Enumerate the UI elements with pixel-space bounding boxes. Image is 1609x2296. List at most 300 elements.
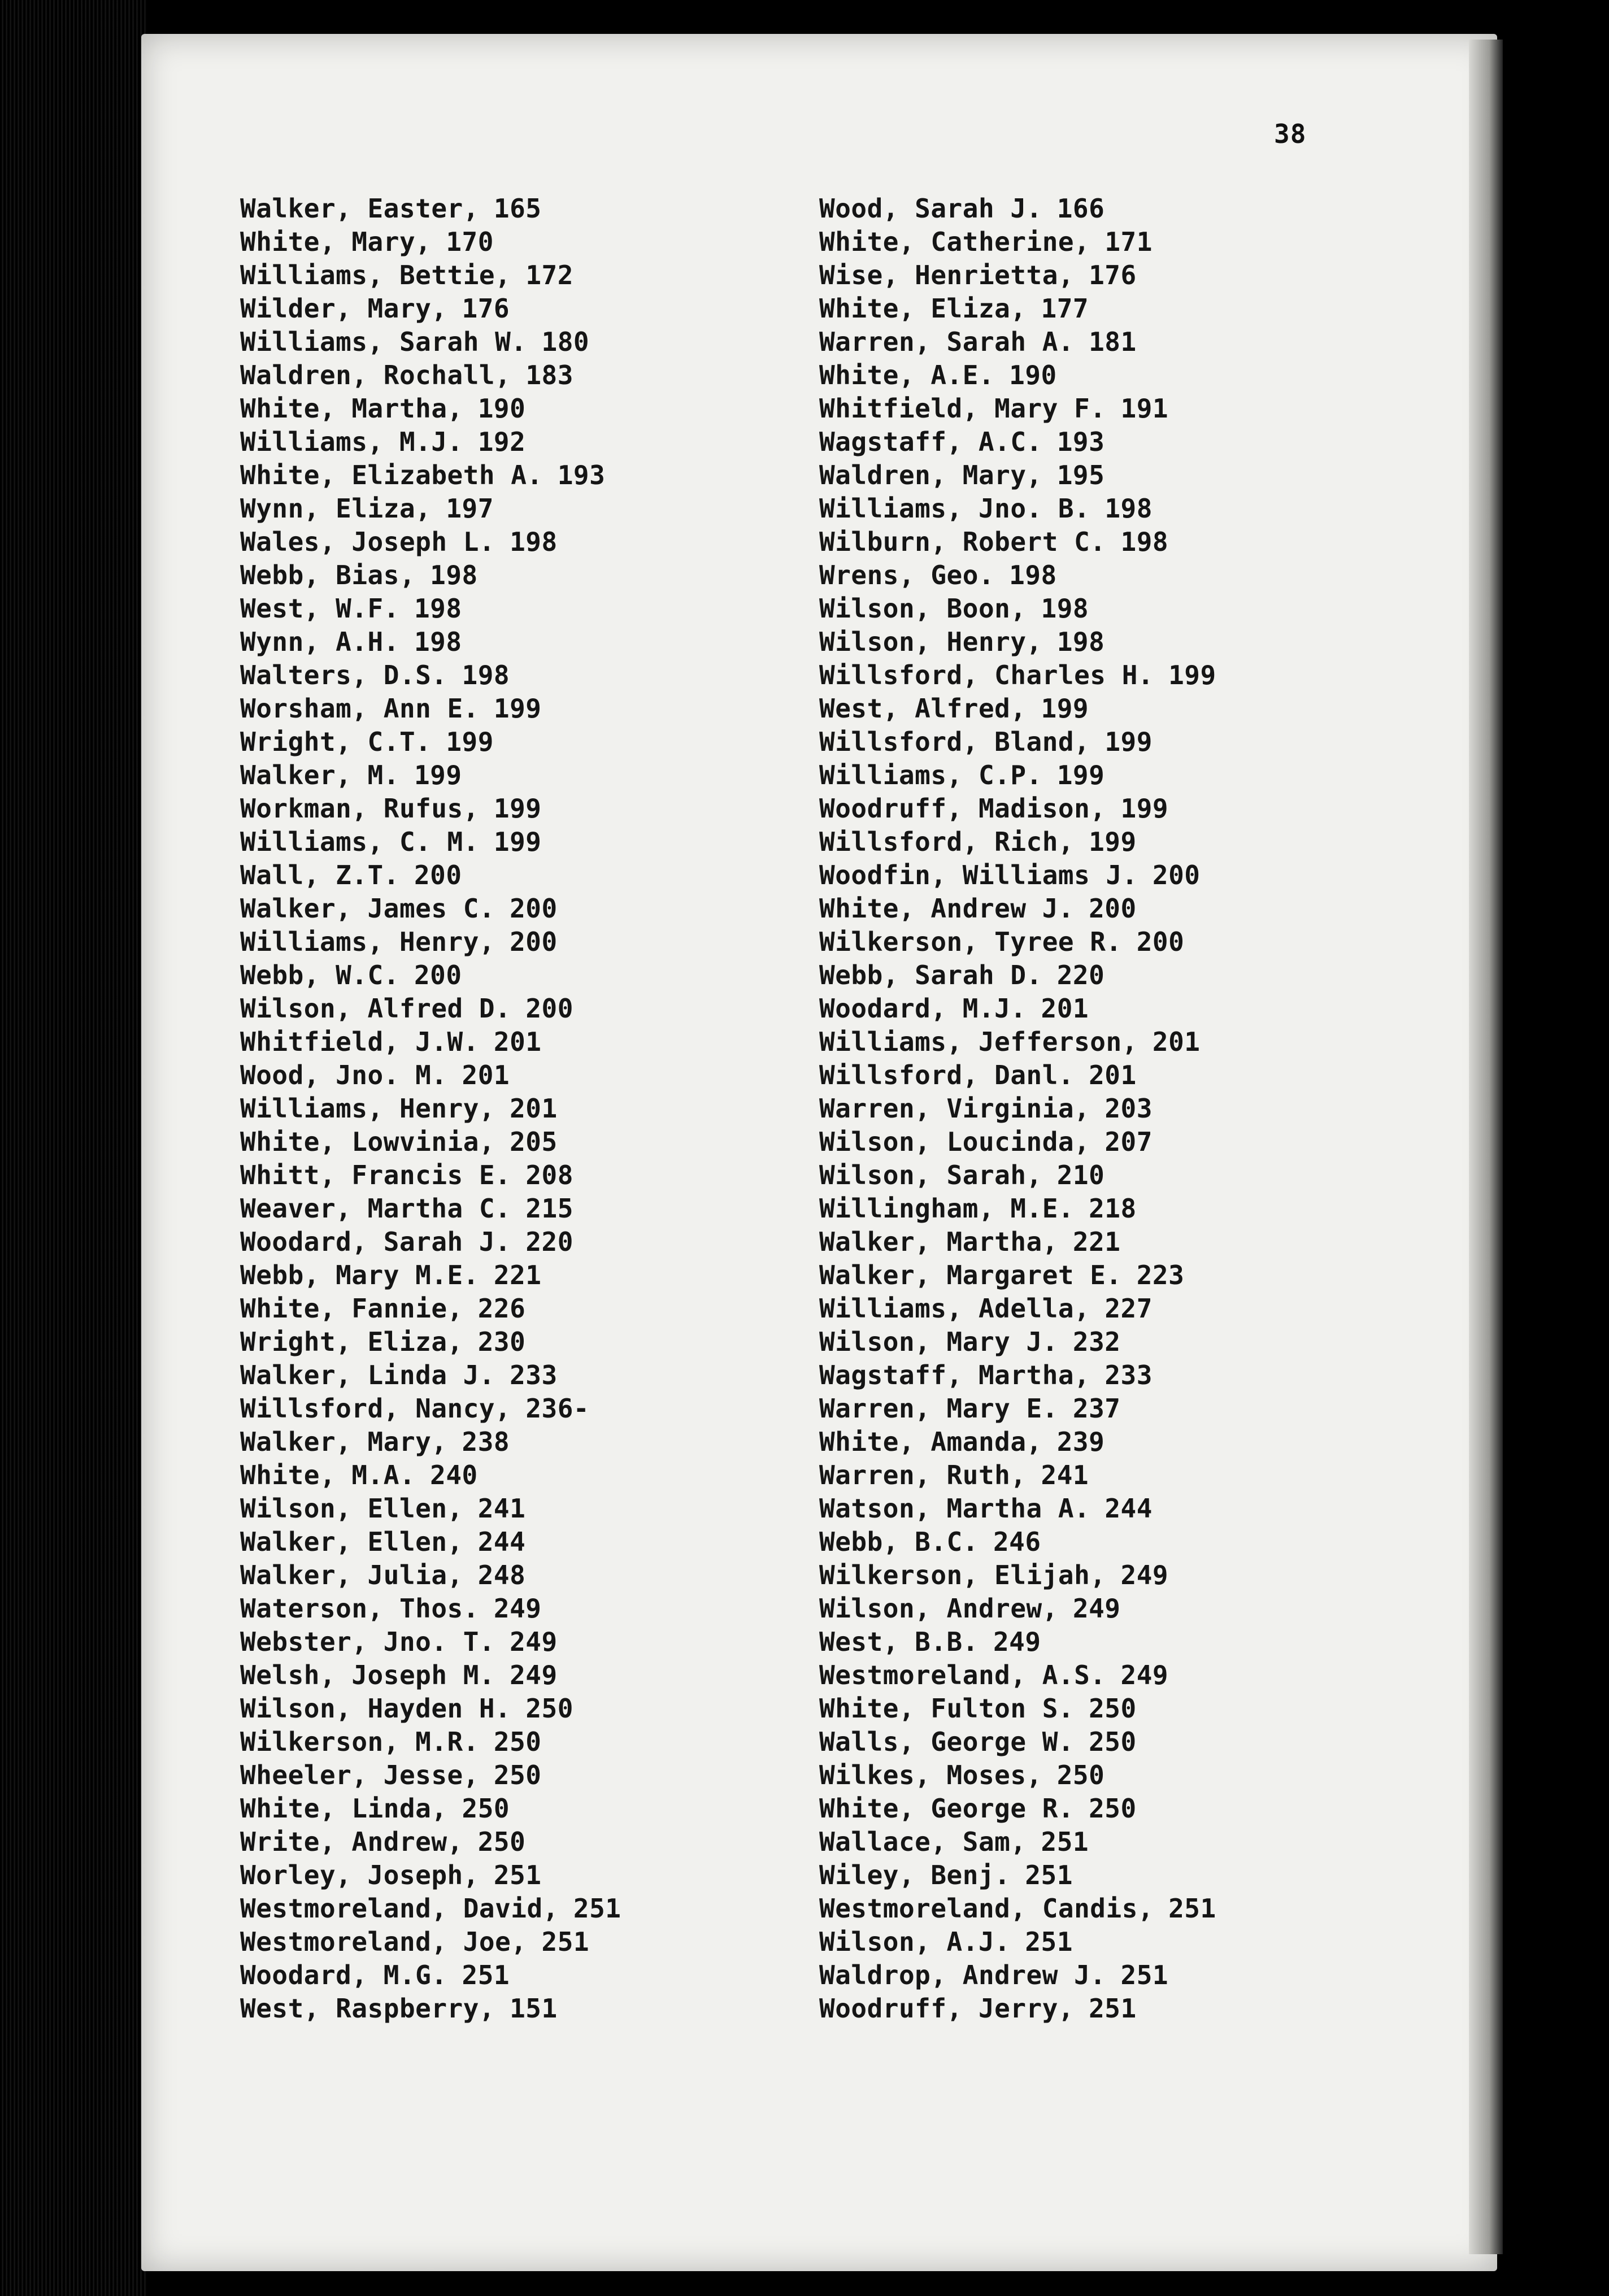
entry-page-number: 197	[446, 493, 494, 524]
entry-page-number: 180	[541, 327, 590, 357]
entry-name: Wise, Henrietta,	[819, 260, 1075, 290]
entry-name: Wood, Jno. M.	[240, 1060, 447, 1090]
index-entry	[819, 759, 1216, 792]
entry-name: White, Amanda,	[819, 1427, 1042, 1457]
entry-name: Wright, C.T.	[240, 727, 432, 757]
entry-page-number: 199	[1056, 760, 1105, 790]
scan-right-margin	[1507, 0, 1609, 2296]
entry-page-number: 199	[414, 760, 462, 790]
entry-page-number: 198	[1041, 593, 1089, 624]
entry-name: Williams, Sarah W.	[240, 327, 527, 357]
entry-name: Williams, Adella,	[819, 1293, 1090, 1324]
entry-page-number: 199	[493, 827, 542, 857]
entry-name: Williams, Henry,	[240, 927, 495, 957]
index-entry	[240, 1025, 621, 1059]
entry-page-number: 249	[993, 1627, 1041, 1657]
index-entry	[240, 1492, 621, 1525]
entry-page-number: 223	[1136, 1260, 1185, 1290]
index-entry	[819, 792, 1216, 825]
entry-name: Whitfield, J.W.	[240, 1027, 479, 1057]
entry-page-number: 191	[1120, 393, 1169, 424]
index-entry	[819, 725, 1216, 759]
entry-name: Wilkerson, Tyree R.	[819, 927, 1122, 957]
entry-name: Walker, Mary,	[240, 1427, 447, 1457]
entry-name: Wood, Sarah J.	[819, 193, 1042, 224]
entry-name: Workman, Rufus,	[240, 793, 479, 824]
entry-page-number: 238	[462, 1427, 510, 1457]
index-entry	[240, 1725, 621, 1759]
entry-page-number: 250	[493, 1727, 542, 1757]
index-entry	[819, 1559, 1216, 1592]
index-entry	[819, 492, 1216, 525]
entry-name: Whitt, Francis E.	[240, 1160, 511, 1190]
entry-name: Westmoreland, Joe,	[240, 1927, 527, 1957]
index-entry	[819, 1792, 1216, 1825]
index-entry	[819, 1992, 1216, 2025]
entry-page-number: 193	[557, 460, 606, 490]
entry-page-number: 226	[477, 1293, 526, 1324]
index-entry	[240, 659, 621, 692]
index-entry	[819, 1325, 1216, 1359]
index-entry	[819, 559, 1216, 592]
entry-page-number: 166	[1056, 193, 1105, 224]
entry-name: Wilkerson, M.R.	[240, 1727, 479, 1757]
index-entry	[819, 992, 1216, 1025]
entry-name: Wilson, Andrew,	[819, 1593, 1058, 1624]
index-entry	[819, 1459, 1216, 1492]
entry-name: Worsham, Ann E.	[240, 693, 479, 724]
entry-name: White, Andrew J.	[819, 893, 1075, 924]
entry-name: Warren, Mary E.	[819, 1393, 1058, 1424]
index-entry	[240, 1892, 621, 1925]
index-entry	[240, 1825, 621, 1859]
entry-page-number: 190	[477, 393, 526, 424]
entry-page-number: 201	[1089, 1060, 1137, 1090]
index-entry	[819, 859, 1216, 892]
entry-name: Walker, Julia,	[240, 1560, 463, 1590]
index-entry	[240, 259, 621, 292]
index-entry	[819, 1825, 1216, 1859]
entry-name: Walls, George W.	[819, 1727, 1075, 1757]
index-entry	[240, 325, 621, 359]
entry-page-number: 193	[1056, 427, 1105, 457]
entry-page-number: 177	[1041, 293, 1089, 324]
index-entry	[819, 625, 1216, 659]
entry-page-number: 251	[1168, 1893, 1216, 1924]
entry-page-number: 250	[1089, 1793, 1137, 1824]
entry-name: White, Lowvinia,	[240, 1127, 495, 1157]
entry-name: Woodfin, Williams J.	[819, 860, 1138, 890]
entry-name: Webb, W.C.	[240, 960, 399, 990]
index-entry	[240, 1359, 621, 1392]
entry-page-number: 171	[1104, 227, 1153, 257]
entry-page-number: 248	[477, 1560, 526, 1590]
index-entry	[240, 892, 621, 925]
entry-name: Williams, Henry,	[240, 1093, 495, 1124]
index-entry	[819, 392, 1216, 425]
index-entry	[819, 425, 1216, 459]
entry-page-number: 183	[525, 360, 573, 390]
entry-page-number: 221	[1072, 1227, 1121, 1257]
entry-page-number: 241	[1041, 1460, 1089, 1490]
entry-name: Woodard, M.J.	[819, 993, 1027, 1024]
entry-name: Wilson, Sarah,	[819, 1160, 1042, 1190]
index-entry	[240, 759, 621, 792]
entry-name: Warren, Ruth,	[819, 1460, 1027, 1490]
index-entry	[240, 559, 621, 592]
index-entry	[819, 692, 1216, 725]
entry-page-number: 230	[477, 1327, 526, 1357]
entry-page-number: 250	[1089, 1727, 1137, 1757]
index-entry	[240, 725, 621, 759]
entry-page-number: 199	[1089, 827, 1137, 857]
entry-name: Wright, Eliza,	[240, 1327, 463, 1357]
entry-name: Webster, Jno. T.	[240, 1627, 495, 1657]
entry-name: Wheeler, Jesse,	[240, 1760, 479, 1790]
entry-name: Willsford, Bland,	[819, 727, 1090, 757]
entry-page-number: 246	[993, 1527, 1041, 1557]
entry-page-number: 249	[493, 1593, 542, 1624]
index-entry	[819, 225, 1216, 259]
entry-name: Webb, Bias,	[240, 560, 416, 590]
entry-name: Wall, Z.T.	[240, 860, 399, 890]
index-entry	[819, 1192, 1216, 1225]
entry-name: Willingham, M.E.	[819, 1193, 1075, 1224]
index-entry	[819, 259, 1216, 292]
index-entry	[819, 1525, 1216, 1559]
index-entry	[240, 1192, 621, 1225]
index-entry	[240, 1659, 621, 1692]
entry-page-number: 227	[1104, 1293, 1153, 1324]
entry-page-number: 200	[1136, 927, 1185, 957]
entry-page-number: 220	[1056, 960, 1105, 990]
entry-name: Wilson, Hayden H.	[240, 1693, 511, 1724]
entry-page-number: 220	[525, 1227, 573, 1257]
entry-page-number: 241	[477, 1493, 526, 1524]
entry-name: White, Mary,	[240, 227, 432, 257]
entry-page-number: 170	[446, 227, 494, 257]
entry-page-number: 239	[1056, 1427, 1105, 1457]
entry-name: Woodard, Sarah J.	[240, 1227, 511, 1257]
entry-page-number: 198	[414, 627, 462, 657]
index-entry	[819, 925, 1216, 959]
index-entry	[240, 1692, 621, 1725]
entry-name: West, Raspberry,	[240, 1993, 495, 2024]
entry-name: Wrens, Geo.	[819, 560, 995, 590]
entry-name: Weaver, Martha C.	[240, 1193, 511, 1224]
index-entry	[240, 959, 621, 992]
entry-name: White, Elizabeth A.	[240, 460, 543, 490]
entry-name: Willsford, Charles H.	[819, 660, 1154, 690]
entry-page-number: 190	[1009, 360, 1057, 390]
left-name-column	[240, 192, 621, 2025]
entry-page-number: 218	[1089, 1193, 1137, 1224]
index-entry	[819, 1725, 1216, 1759]
index-entry	[819, 1592, 1216, 1625]
entry-page-number: 250	[477, 1827, 526, 1857]
index-entry	[819, 1292, 1216, 1325]
entry-page-number: 201	[1041, 993, 1089, 1024]
index-entry	[819, 825, 1216, 859]
index-entry	[819, 1225, 1216, 1259]
entry-page-number: 201	[493, 1027, 542, 1057]
index-entry	[819, 325, 1216, 359]
index-entry	[240, 1459, 621, 1492]
index-entry	[819, 1059, 1216, 1092]
entry-name: Wilson, Mary J.	[819, 1327, 1058, 1357]
entry-name: Williams, C. M.	[240, 827, 479, 857]
entry-page-number: 199	[1168, 660, 1216, 690]
entry-page-number: 221	[493, 1260, 542, 1290]
index-entry	[819, 1859, 1216, 1892]
index-entry	[819, 959, 1216, 992]
index-entry	[819, 525, 1216, 559]
page-fold-edge	[1469, 40, 1503, 2254]
index-entry	[240, 1925, 621, 1959]
entry-name: Wilkerson, Elijah,	[819, 1560, 1106, 1590]
entry-name: Whitfield, Mary F.	[819, 393, 1106, 424]
entry-name: White, Catherine,	[819, 227, 1090, 257]
entry-name: Walker, Margaret E.	[819, 1260, 1122, 1290]
entry-page-number: 250	[525, 1693, 573, 1724]
index-entry	[240, 859, 621, 892]
index-entry	[240, 192, 621, 225]
entry-page-number: 215	[525, 1193, 573, 1224]
entry-name: Wilburn, Robert C.	[819, 527, 1106, 557]
entry-page-number: 251	[493, 1860, 542, 1890]
entry-name: White, Fulton S.	[819, 1693, 1075, 1724]
entry-page-number: 250	[1089, 1693, 1137, 1724]
entry-name: Watson, Martha A.	[819, 1493, 1090, 1524]
entry-name: Waldren, Rochall,	[240, 360, 511, 390]
index-entry	[819, 1159, 1216, 1192]
entry-name: Williams, C.P.	[819, 760, 1042, 790]
entry-name: White, Martha,	[240, 393, 463, 424]
entry-page-number: 200	[1152, 860, 1201, 890]
entry-name: Wilson, Loucinda,	[819, 1127, 1090, 1157]
entry-name: Wagstaff, Martha,	[819, 1360, 1090, 1390]
index-entry	[240, 1292, 621, 1325]
entry-name: Webb, B.C.	[819, 1527, 979, 1557]
page-number: 38	[1274, 119, 1307, 149]
entry-name: Wilkes, Moses,	[819, 1760, 1042, 1790]
index-entry	[240, 1092, 621, 1125]
entry-page-number: 203	[1104, 1093, 1153, 1124]
entry-name: White, Linda,	[240, 1793, 447, 1824]
entry-name: White, George R.	[819, 1793, 1075, 1824]
entry-page-number: 200	[1089, 893, 1137, 924]
entry-name: Wilson, Alfred D.	[240, 993, 511, 1024]
index-entry	[240, 459, 621, 492]
entry-name: Westmoreland, A.S.	[819, 1660, 1106, 1690]
index-entry	[819, 359, 1216, 392]
entry-page-number: 172	[525, 260, 573, 290]
entry-page-number: 201	[510, 1093, 558, 1124]
index-entry	[240, 292, 621, 325]
index-entry	[240, 1559, 621, 1592]
entry-name: Walker, Linda J.	[240, 1360, 495, 1390]
entry-page-number: 201	[1152, 1027, 1201, 1057]
entry-name: Wales, Joseph L.	[240, 527, 495, 557]
entry-page-number: 251	[1041, 1827, 1089, 1857]
entry-page-number: 199	[1041, 693, 1089, 724]
entry-page-number: 198	[1120, 527, 1169, 557]
index-entry	[819, 1125, 1216, 1159]
entry-name: Wilder, Mary,	[240, 293, 447, 324]
entry-page-number: 176	[462, 293, 510, 324]
entry-page-number: 199	[493, 693, 542, 724]
entry-name: Waldren, Mary,	[819, 460, 1042, 490]
entry-name: Woodruff, Madison,	[819, 793, 1106, 824]
entry-page-number: 249	[1120, 1560, 1169, 1590]
index-entry	[819, 659, 1216, 692]
index-entry	[819, 1359, 1216, 1392]
entry-name: Waldrop, Andrew J.	[819, 1960, 1106, 1990]
entry-page-number: 244	[1104, 1493, 1153, 1524]
index-entry	[819, 1959, 1216, 1992]
index-entry	[819, 1692, 1216, 1725]
entry-page-number: 198	[414, 593, 462, 624]
entry-name: Walker, Easter,	[240, 193, 479, 224]
entry-page-number: 249	[510, 1627, 558, 1657]
entry-page-number: 251	[541, 1927, 590, 1957]
entry-page-number: 249	[510, 1660, 558, 1690]
entry-page-number: 251	[1025, 1860, 1073, 1890]
entry-page-number: 233	[1104, 1360, 1153, 1390]
entry-name: Welsh, Joseph M.	[240, 1660, 495, 1690]
index-entry	[240, 825, 621, 859]
entry-page-number: 251	[1120, 1960, 1169, 1990]
entry-page-number: 176	[1089, 260, 1137, 290]
entry-name: Write, Andrew,	[240, 1827, 463, 1857]
entry-page-number: 151	[510, 1993, 558, 2024]
index-entry	[240, 525, 621, 559]
entry-page-number: 244	[477, 1527, 526, 1557]
index-entry	[819, 1259, 1216, 1292]
entry-name: Walker, Ellen,	[240, 1527, 463, 1557]
index-entry	[240, 1259, 621, 1292]
entry-page-number: 198	[510, 527, 558, 557]
entry-page-number: 198	[430, 560, 478, 590]
index-entry	[240, 392, 621, 425]
entry-page-number: 232	[1072, 1327, 1121, 1357]
index-entry	[240, 1159, 621, 1192]
entry-page-number: 208	[525, 1160, 573, 1190]
index-entry	[240, 1059, 621, 1092]
entry-name: White, Fannie,	[240, 1293, 463, 1324]
index-entry	[819, 1492, 1216, 1525]
index-entry	[240, 1125, 621, 1159]
entry-name: Williams, M.J.	[240, 427, 463, 457]
entry-page-number: 200	[414, 960, 462, 990]
entry-name: West, W.F.	[240, 593, 399, 624]
entry-page-number: 251	[1089, 1993, 1137, 2024]
index-entry	[819, 1759, 1216, 1792]
entry-page-number: 199	[1120, 793, 1169, 824]
entry-page-number: 165	[493, 193, 542, 224]
index-entry	[240, 992, 621, 1025]
index-entry	[240, 1792, 621, 1825]
index-entry	[240, 425, 621, 459]
entry-page-number: 181	[1089, 327, 1137, 357]
entry-name: Wallace, Sam,	[819, 1827, 1027, 1857]
entry-page-number: 200	[510, 927, 558, 957]
entry-name: Waterson, Thos.	[240, 1593, 479, 1624]
entry-page-number: 199	[1104, 727, 1153, 757]
index-entry	[240, 1325, 621, 1359]
index-entry	[819, 1925, 1216, 1959]
entry-page-number: 250	[462, 1793, 510, 1824]
entry-page-number: 199	[493, 793, 542, 824]
entry-name: White, M.A.	[240, 1460, 416, 1490]
entry-name: Williams, Jefferson,	[819, 1027, 1138, 1057]
index-entry	[240, 492, 621, 525]
index-entry	[819, 1425, 1216, 1459]
entry-page-number: 210	[1056, 1160, 1105, 1190]
entry-name: Wynn, Eliza,	[240, 493, 432, 524]
entry-name: Williams, Bettie,	[240, 260, 511, 290]
index-entry	[240, 1225, 621, 1259]
entry-name: Woodruff, Jerry,	[819, 1993, 1075, 2024]
entry-page-number: 200	[525, 993, 573, 1024]
index-entry	[240, 925, 621, 959]
entry-page-number: 195	[1056, 460, 1105, 490]
entry-page-number: 205	[510, 1127, 558, 1157]
entry-name: Woodard, M.G.	[240, 1960, 447, 1990]
index-entry	[819, 592, 1216, 625]
entry-name: Warren, Virginia,	[819, 1093, 1090, 1124]
entry-name: Wynn, A.H.	[240, 627, 399, 657]
index-entry	[240, 359, 621, 392]
entry-page-number: 199	[446, 727, 494, 757]
entry-name: White, Eliza,	[819, 293, 1027, 324]
entry-page-number: 236-	[525, 1393, 590, 1424]
entry-name: West, Alfred,	[819, 693, 1027, 724]
entry-name: West, B.B.	[819, 1627, 979, 1657]
entry-name: Wilson, Henry,	[819, 627, 1042, 657]
index-entry	[819, 1659, 1216, 1692]
entry-name: Walker, Martha,	[819, 1227, 1058, 1257]
scan-left-margin	[0, 0, 147, 2296]
index-entry	[240, 1959, 621, 1992]
index-entry	[819, 1392, 1216, 1425]
entry-name: Williams, Jno. B.	[819, 493, 1090, 524]
index-entry	[819, 1892, 1216, 1925]
entry-page-number: 198	[1104, 493, 1153, 524]
index-entry	[819, 292, 1216, 325]
index-entry	[819, 459, 1216, 492]
entry-name: Willsford, Rich,	[819, 827, 1075, 857]
entry-name: Wagstaff, A.C.	[819, 427, 1042, 457]
entry-name: Wilson, A.J.	[819, 1927, 1011, 1957]
index-entry	[240, 792, 621, 825]
index-entry	[240, 225, 621, 259]
entry-name: Worley, Joseph,	[240, 1860, 479, 1890]
entry-name: Walker, James C.	[240, 893, 495, 924]
entry-name: Westmoreland, David,	[240, 1893, 559, 1924]
index-entry	[819, 1092, 1216, 1125]
entry-page-number: 249	[1120, 1660, 1169, 1690]
index-entry	[240, 1425, 621, 1459]
index-entry	[240, 1859, 621, 1892]
entry-name: Walker, M.	[240, 760, 399, 790]
entry-page-number: 198	[1009, 560, 1057, 590]
index-entry	[819, 192, 1216, 225]
entry-page-number: 250	[493, 1760, 542, 1790]
entry-name: Webb, Mary M.E.	[240, 1260, 479, 1290]
entry-name: White, A.E.	[819, 360, 995, 390]
index-entry	[240, 1759, 621, 1792]
